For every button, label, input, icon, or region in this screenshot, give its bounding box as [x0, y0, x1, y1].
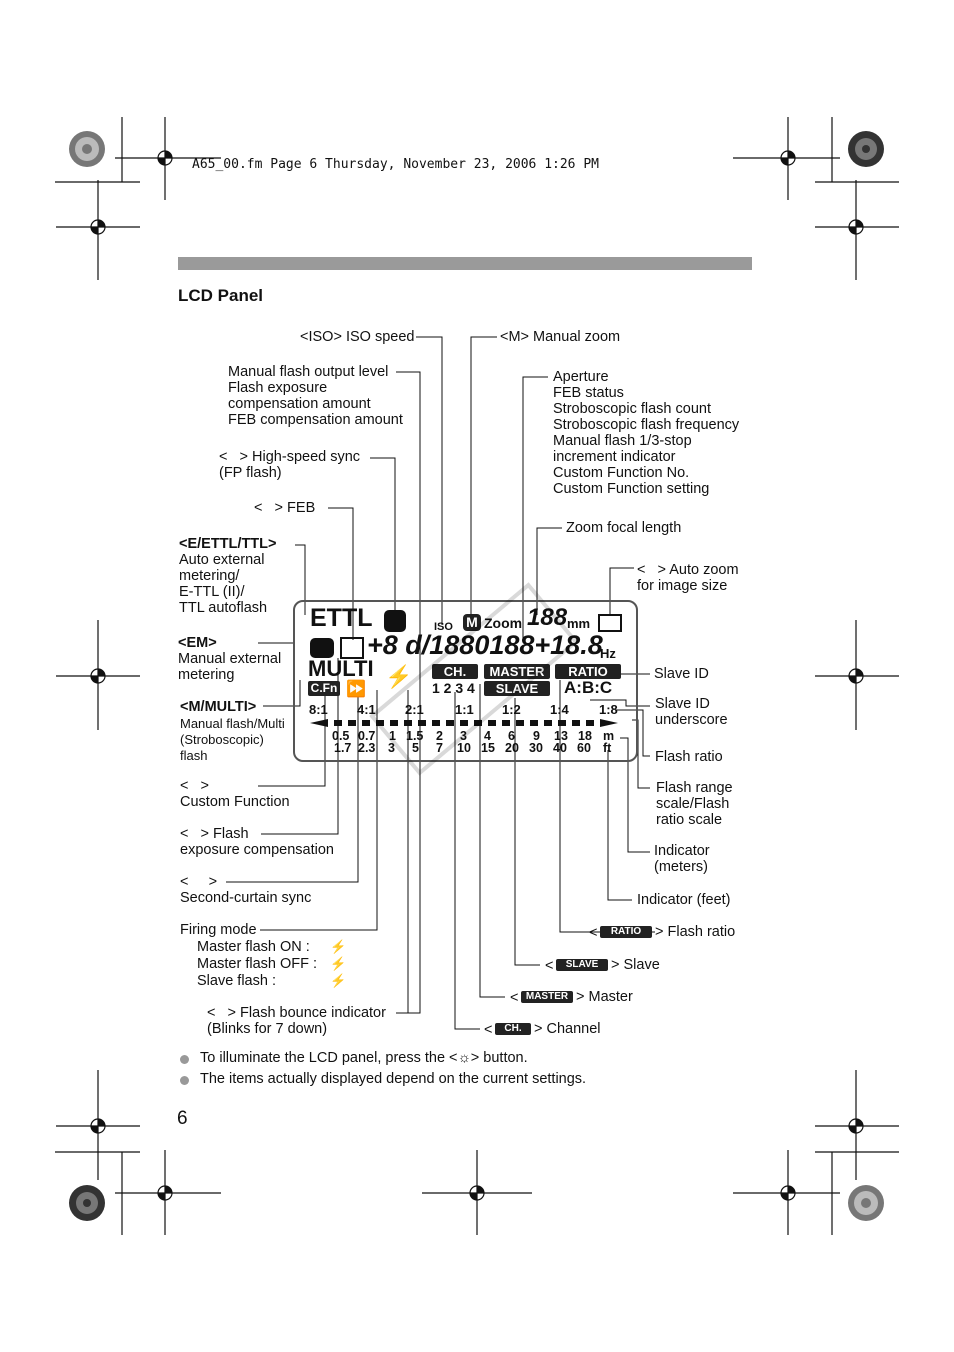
multi-callout-head: <M/MULTI> [180, 699, 257, 715]
lcd-ettl: ETTL [310, 604, 373, 632]
feet-label: 60 [577, 741, 591, 755]
meter-label: 18 [578, 729, 592, 743]
fec-callout: < > Flash exposure compensation [180, 826, 334, 858]
flash-ratio-callout: Flash ratio [655, 749, 723, 765]
ratio-scale-label: 1:2 [502, 702, 521, 717]
ratio-scale-label: 1:4 [550, 702, 569, 717]
page-number: 6 [177, 1108, 188, 1129]
master-tag-text: > Master [576, 989, 633, 1005]
ratio-tag-text: > Flash ratio [655, 924, 736, 940]
em-callout-head: <EM> [178, 635, 217, 651]
zoom-focal-callout: Zoom focal length [566, 520, 682, 536]
file-info-header: A65_00.fm Page 6 Thursday, November 23, 2006 1:26 PM [192, 157, 599, 172]
meter-label: 4 [484, 729, 491, 743]
lcd-zoom-digits: 188 [527, 604, 568, 631]
ettl-callout-head: <E/ETTL/TTL> [179, 536, 277, 552]
note-item: The items actually displayed depend on the current settings. [180, 1071, 586, 1092]
ratio-scale-label: 1:8 [599, 702, 618, 717]
lcd-channels: 1 2 3 4 [432, 680, 475, 696]
manual-zoom-icon: M [463, 614, 481, 631]
master-tag-row: < [510, 990, 519, 1006]
feet-label: 1.7 [334, 741, 352, 755]
feet-label: 15 [481, 741, 495, 755]
slave-tag-row: < [545, 958, 554, 974]
ratio-tag: RATIO [600, 926, 652, 938]
channel-tag-row: < [484, 1022, 493, 1038]
feet-label: 40 [553, 741, 567, 755]
firing-mode-icon: ⚡ [385, 664, 413, 689]
feet-label: 7 [436, 741, 443, 755]
notes-list [180, 1050, 586, 1092]
slave-tag-text: > Slave [611, 957, 660, 973]
indicator-feet-callout: Indicator (feet) [637, 892, 731, 908]
manual-zoom-callout: <M> Manual zoom [500, 329, 621, 345]
ratio-tag-row: < [589, 925, 598, 941]
lcd-cfn: C.Fn [308, 681, 340, 696]
auto-zoom-callout: < > Auto zoom for image size [637, 562, 739, 594]
meter-label: 6 [508, 729, 515, 743]
firing-mode-callout: Firing mode [180, 922, 257, 938]
distance-scale [330, 729, 620, 759]
aperture-callout: Aperture FEB status Stroboscopic flash count Stroboscopic flash frequency Manual flash 1/3-stop increment indicator Custom Function No. Custom Function setting [553, 369, 740, 497]
feet-label: 10 [457, 741, 471, 755]
lcd-zoom: Zoom [484, 615, 523, 631]
high-speed-callout: < > High-speed sync (FP flash) [219, 449, 361, 481]
iso-callout: <ISO> ISO speed [300, 329, 415, 345]
page-title: LCD Panel [178, 286, 264, 305]
lcd-multi: MULTI [308, 656, 374, 681]
channel-tag: CH. [495, 1023, 531, 1035]
channel-tag-text: > Channel [534, 1021, 601, 1037]
master-off-label: Master flash OFF : [197, 956, 318, 972]
second-curtain-icon: ⏩ [346, 681, 366, 698]
meter-label: 3 [460, 729, 467, 743]
feet-label: 20 [505, 741, 519, 755]
master-on-label: Master flash ON : [197, 939, 310, 955]
slave-tag: SLAVE [556, 959, 608, 971]
slave-id-callout: Slave ID [654, 666, 709, 682]
manual-output-callout: Manual flash output level Flash exposure compensation amount FEB compensation amount [228, 364, 403, 428]
master-on-icon: ⚡ [330, 939, 347, 954]
meter-label: 1 [389, 729, 396, 743]
slave-id-underscore-callout: Slave ID underscore [655, 696, 728, 728]
ratio-scale-label: 8:1 [309, 702, 328, 717]
indicator-meters-callout: Indicator (meters) [654, 843, 710, 875]
lcd-slave: SLAVE [484, 681, 550, 696]
feet-label: 2.3 [358, 741, 376, 755]
slave-flash-icon: ⚡ [330, 973, 347, 988]
meter-label: 9 [533, 729, 540, 743]
ratio-scale-label: 2:1 [405, 702, 424, 717]
lcd-ratio: RATIO [555, 664, 621, 679]
flash-range-callout: Flash range scale/Flash ratio scale [656, 780, 733, 828]
lcd-main-digits: +8 d/1880188+18.8 [367, 630, 603, 660]
master-tag: MASTER [521, 991, 573, 1003]
feb-callout: < > FEB [254, 500, 316, 516]
note-item: To illuminate the LCD panel, press the <☼> button. [180, 1050, 586, 1071]
lcd-hz: Hz [600, 646, 616, 661]
bounce-callout: < > Flash bounce indicator (Blinks for 7 down) [207, 1005, 386, 1037]
multi-callout-body: Manual flash/Multi (Stroboscopic) flash [180, 716, 285, 763]
em-callout-body: Manual external metering [178, 651, 282, 683]
lcd-master: MASTER [484, 664, 550, 679]
master-off-icon: ⚡ [330, 956, 347, 971]
custom-function-callout: < > Custom Function [180, 778, 290, 810]
ettl-callout-body: Auto external metering/ E-TTL (II)/ TTL autoflash [179, 552, 268, 616]
ratio-scale-label: 1:1 [455, 702, 474, 717]
meter-label: 13 [554, 729, 568, 743]
feet-label: 3 [388, 741, 395, 755]
lcd-mm: mm [567, 616, 591, 631]
meter-label: 0.7 [358, 729, 376, 743]
lcd-ch: CH. [432, 664, 478, 679]
lcd-abc: A:B:C [564, 678, 613, 697]
meter-unit: m [603, 729, 615, 743]
feet-label: 5 [412, 741, 419, 755]
meter-label: 2 [436, 729, 443, 743]
feet-unit: ft [603, 741, 612, 755]
slave-flash-label: Slave flash : [197, 973, 276, 989]
feet-label: 30 [529, 741, 543, 755]
lcd-iso: ISO [434, 621, 453, 633]
meter-label: 1.5 [406, 729, 424, 743]
meter-label: 0.5 [332, 729, 350, 743]
ratio-scale-label: 4:1 [357, 702, 376, 717]
second-curtain-callout: < > Second-curtain sync [180, 874, 312, 906]
